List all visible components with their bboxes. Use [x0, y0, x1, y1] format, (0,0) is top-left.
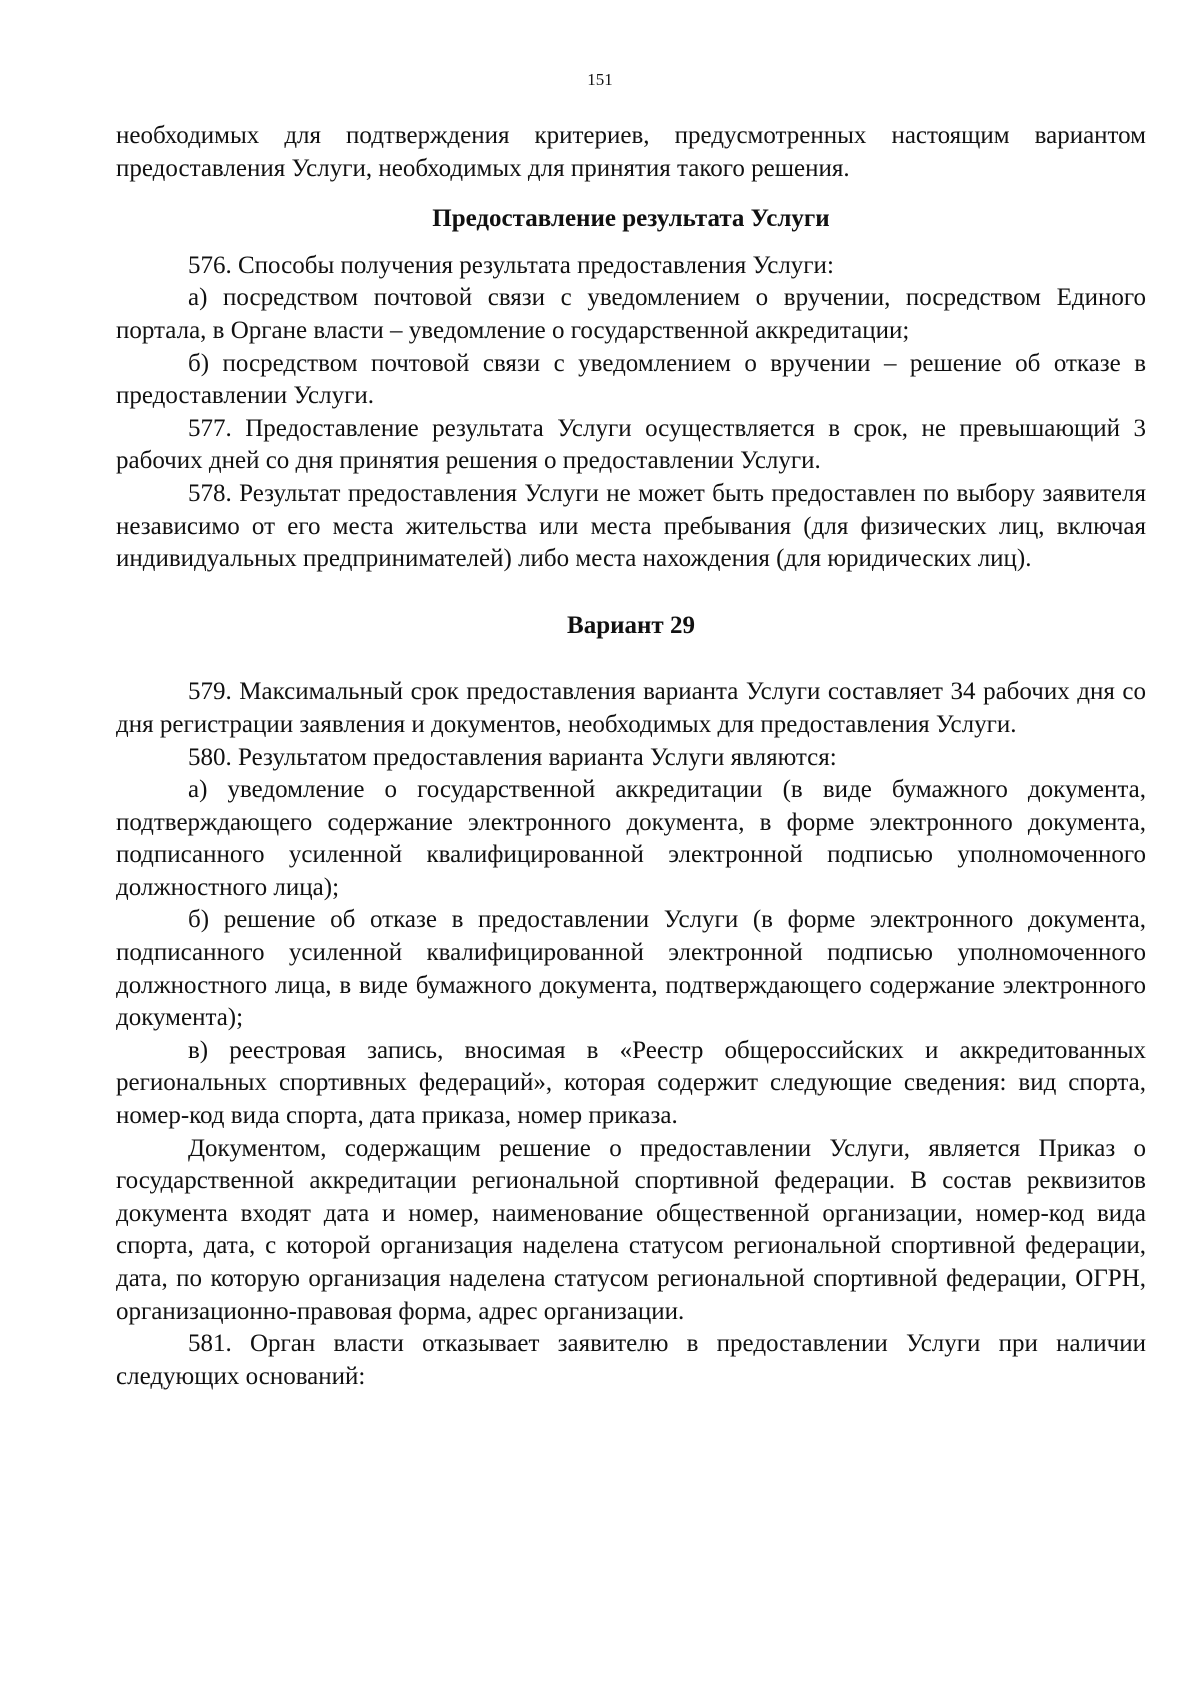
- paragraph-576-a: а) посредством почтовой связи с уведомлением о вручении, посредством Единого портала, в Органе власти – уведомление о государственной аккредитации;: [116, 284, 1146, 344]
- paragraph-580-c: в) реестровая запись, вносимая в «Реестр общероссийских и аккредитованных региональных спортивных федераций», которая содержит следующие сведения: вид спорта, номер-код вида спорта, дата приказа, номер приказа.: [116, 1036, 1146, 1130]
- paragraph-580-b: б) решение об отказе в предоставлении Услуги (в форме электронного документа, подписанного усиленной квалифицированной электронной подписью уполномоченного должностного лица, в виде бумажного документа, подтверждающего содержание электронного документа);: [116, 906, 1146, 1032]
- document-body: [116, 120, 1146, 1393]
- paragraph-577: 577. Предоставление результата Услуги осуществляется в срок, не превышающий 3 рабочих дней со дня принятия решения о предоставлении Услуги.: [116, 414, 1146, 475]
- section-heading-variant: Вариант 29: [567, 611, 695, 639]
- paragraph-continuation: необходимых для подтверждения критериев, предусмотренных настоящим вариантом предоставления Услуги, необходимых для принятия такого решения.: [116, 122, 1146, 182]
- paragraph-578: 578. Результат предоставления Услуги не может быть предоставлен по выбору заявителя независимо от его места жительства или места пребывания (для физических лиц, включая индивидуальных предпринимателей) либо места нахождения (для юридических лиц).: [116, 479, 1146, 573]
- paragraph-579: 579. Максимальный срок предоставления варианта Услуги составляет 34 рабочих дня со дня регистрации заявления и документов, необходимых для предоставления Услуги.: [116, 678, 1146, 738]
- page-number: 151: [587, 70, 613, 89]
- paragraph-581: 581. Орган власти отказывает заявителю в предоставлении Услуги при наличии следующих оснований:: [116, 1330, 1146, 1390]
- paragraph-decision-document: Документом, содержащим решение о предоставлении Услуги, является Приказ о государственной аккредитации региональной спортивной федерации. В состав реквизитов документа входят дата и номер, наименование общественной организации, номер-код вида спорта, дата, с которой организация наделена статусом региональной спортивной федерации, дата, по которую организация наделена статусом региональной спортивной федерации, ОГРН, организационно-правовая форма, адрес организации.: [116, 1134, 1146, 1325]
- paragraph-580-a: а) уведомление о государственной аккредитации (в виде бумажного документа, подтверждающего содержание электронного документа, в форме электронного документа, подписанного усиленной квалифицированной электронной подписью уполномоченного должностного лица);: [116, 776, 1146, 901]
- paragraph-580: 580. Результатом предоставления варианта Услуги являются:: [188, 743, 837, 771]
- paragraph-576-b: б) посредством почтовой связи с уведомлением о вручении – решение об отказе в предоставлении Услуги.: [116, 349, 1146, 410]
- section-heading-result: Предоставление результата Услуги: [432, 205, 830, 233]
- paragraph-576: 576. Способы получения результата предоставления Услуги:: [188, 251, 834, 279]
